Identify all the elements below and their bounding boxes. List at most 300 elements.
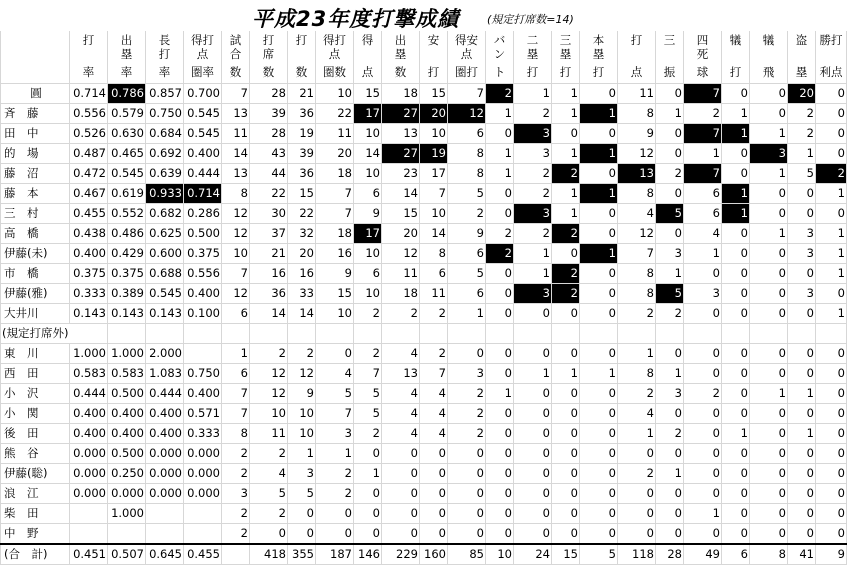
stat-cell: 1 [354,464,382,484]
stat-cell: 0 [656,84,684,104]
empty-cell [580,324,618,344]
stat-cell: 12 [222,204,250,224]
stat-cell: 1 [656,364,684,384]
stat-cell: 2 [618,304,656,324]
stat-cell: 0 [288,524,316,545]
player-name: 浪 江 [1,484,70,504]
player-name: 柴 田 [1,504,70,524]
stat-cell: 1 [656,104,684,124]
empty-cell [750,324,788,344]
stat-cell: 0.786 [108,84,146,104]
stat-cell: 0 [816,384,847,404]
stat-cell: 0 [750,464,788,484]
stat-cell: 2 [354,304,382,324]
stat-cell: 10 [288,424,316,444]
stat-cell: 0 [750,304,788,324]
column-header-top: 二 塁 [514,31,552,61]
stat-cell: 0.500 [184,224,222,244]
stat-cell: 0.143 [108,304,146,324]
stat-cell: 12 [448,104,486,124]
stat-cell: 0 [448,504,486,524]
stat-cell: 28 [656,544,684,565]
stat-cell: 0 [250,524,288,545]
stat-cell: 3 [514,204,552,224]
stat-cell: 0 [486,464,514,484]
stat-cell: 0 [486,404,514,424]
stat-cell: 0 [420,484,448,504]
stat-cell: 0 [552,424,580,444]
stat-cell: 17 [420,164,448,184]
stat-cell: 1 [618,424,656,444]
stat-cell: 3 [316,424,354,444]
stat-cell: 7 [420,184,448,204]
stat-cell: 7 [448,84,486,104]
stat-cell: 24 [514,544,552,565]
stat-cell: 9 [354,204,382,224]
stat-cell: 0 [722,284,750,304]
stat-cell: 0.429 [108,244,146,264]
empty-cell [288,324,316,344]
stat-cell: 0.526 [70,124,108,144]
stat-cell: 0 [722,84,750,104]
stat-cell: 1 [514,364,552,384]
stat-cell: 14 [382,184,420,204]
stat-cell: 0 [750,104,788,124]
stat-cell: 0.143 [70,304,108,324]
stat-cell: 1 [552,204,580,224]
stat-cell: 0.375 [108,264,146,284]
stat-cell: 8 [618,184,656,204]
player-name: 西 田 [1,364,70,384]
stat-cell: 9 [288,384,316,404]
stat-cell: 1 [514,244,552,264]
stat-cell: 0 [448,444,486,464]
stat-cell: 10 [288,404,316,424]
stat-cell: 187 [316,544,354,565]
column-header-bottom: 数 [250,61,288,84]
batting-stats-table [0,31,847,565]
stat-cell: 11 [618,84,656,104]
stat-cell: 0 [486,284,514,304]
stat-cell: 0 [750,84,788,104]
player-name: 斉 藤 [1,104,70,124]
stat-cell: 2 [656,164,684,184]
stat-cell: 1 [684,244,722,264]
stat-cell: 1 [552,104,580,124]
column-header-bottom: 率 [146,61,184,84]
stat-cell: 0.451 [70,544,108,565]
stat-cell: 2 [420,344,448,364]
column-header-bottom: 圏打 [448,61,486,84]
stat-cell: 0.143 [146,304,184,324]
column-header-top: 犠 [750,31,788,61]
stat-cell: 0 [382,504,420,524]
stat-cell: 15 [316,284,354,304]
stat-cell: 7 [618,244,656,264]
non-qualified-player-row [1,504,847,524]
stat-cell: 0 [486,264,514,284]
stat-cell: 0.000 [184,464,222,484]
stat-cell: 14 [420,224,448,244]
stat-cell: 0 [722,344,750,364]
stat-cell: 16 [250,264,288,284]
stat-cell: 0 [514,304,552,324]
stat-cell [70,524,108,545]
stat-cell: 0.375 [184,244,222,264]
stat-cell: 0.400 [184,144,222,164]
stat-cell: 10 [420,124,448,144]
stat-cell: 49 [684,544,722,565]
stat-cell: 0 [486,304,514,324]
stat-cell: 0.000 [70,484,108,504]
stat-cell: 0.579 [108,104,146,124]
stat-cell: 1 [552,184,580,204]
stat-cell: 0 [552,504,580,524]
stat-cell: 2 [316,484,354,504]
stat-cell: 3 [788,284,816,304]
stat-cell: 27 [382,104,420,124]
stat-cell: 10 [316,304,354,324]
stat-cell: 0.500 [108,384,146,404]
stat-cell: 1 [552,144,580,164]
stat-cell: 2 [486,244,514,264]
qualified-player-row [1,84,847,104]
column-header-top: 打 [618,31,656,61]
stat-cell: 18 [316,164,354,184]
column-header-bottom: ト [486,61,514,84]
non-qualified-player-row [1,404,847,424]
stat-cell: 17 [354,104,382,124]
stat-cell: 6 [448,284,486,304]
qualified-player-row [1,104,847,124]
column-header-top: 得打 点 [316,31,354,61]
stat-cell: 13 [222,104,250,124]
stat-cell: 20 [288,244,316,264]
stat-cell: 36 [250,284,288,304]
stat-cell: 0 [486,484,514,504]
stat-cell: 0 [722,384,750,404]
stat-cell: 1 [750,124,788,144]
stat-cell: 0 [788,344,816,364]
stat-cell: 0 [816,464,847,484]
stat-cell: 3 [750,144,788,164]
column-header-bottom: 打 [514,61,552,84]
stat-cell: 11 [382,264,420,284]
stat-cell: 3 [514,124,552,144]
column-header-top: 打 席 [250,31,288,61]
column-header-top: 三 塁 [552,31,580,61]
stat-cell: 0.375 [70,264,108,284]
column-header-top: バ ン [486,31,514,61]
player-name: 伊藤(未) [1,244,70,264]
stat-cell: 13 [382,124,420,144]
stat-cell: 10 [354,244,382,264]
stat-cell: 0.438 [70,224,108,244]
stat-cell: 0 [684,464,722,484]
stat-cell: 0 [580,524,618,545]
stat-cell: 12 [250,364,288,384]
stat-cell: 0 [816,204,847,224]
stat-cell: 3 [788,224,816,244]
stat-cell: 0 [722,364,750,384]
non-qualified-player-row [1,424,847,444]
stat-cell: 9 [618,124,656,144]
stat-cell: 0.545 [108,164,146,184]
stat-cell: 10 [486,544,514,565]
stat-cell: 0.400 [146,424,184,444]
stat-cell: 0 [486,444,514,464]
stat-cell: 4 [618,404,656,424]
stat-cell: 0 [354,504,382,524]
stat-cell: 0 [816,104,847,124]
stat-cell: 0 [486,204,514,224]
stat-cell: 0.444 [70,384,108,404]
stat-cell: 0 [448,344,486,364]
stat-cell: 32 [288,224,316,244]
stat-cell: 0.692 [146,144,184,164]
stat-cell: 1.000 [108,504,146,524]
stat-cell: 0 [816,344,847,364]
page-subtitle: (規定打席数=14) [487,13,574,26]
stat-cell: 9 [448,224,486,244]
stat-cell: 0.933 [146,184,184,204]
stat-cell: 2 [354,344,382,364]
stat-cell: 0 [816,124,847,144]
stat-cell: 2 [656,304,684,324]
stat-cell: 0.750 [146,104,184,124]
stat-cell: 1 [722,184,750,204]
stat-cell: 2 [618,464,656,484]
column-header-bottom: 率 [70,61,108,84]
stat-cell: 0 [580,84,618,104]
stat-cell: 0.000 [184,484,222,504]
stat-cell: 0.714 [70,84,108,104]
stat-cell: 5 [250,484,288,504]
stat-cell: 1.000 [108,344,146,364]
stat-cell: 2 [222,464,250,484]
stat-cell: 0 [514,344,552,364]
stat-cell: 2 [514,224,552,244]
stat-cell: 0 [750,524,788,545]
stat-cell: 37 [250,224,288,244]
stat-cell: 0.000 [146,444,184,464]
non-qualified-player-row [1,524,847,545]
stat-cell: 0 [684,264,722,284]
non-qualified-player-row [1,384,847,404]
stat-cell: 8 [420,244,448,264]
stat-cell: 11 [250,424,288,444]
qualified-player-row [1,264,847,284]
stat-cell: 0.455 [184,544,222,565]
stat-cell: 0 [656,344,684,364]
stat-cell: 0 [420,444,448,464]
column-header-top: 出 塁 [382,31,420,61]
stat-cell: 10 [354,164,382,184]
stat-cell: 6 [684,184,722,204]
stat-cell: 21 [250,244,288,264]
stat-cell: 10 [250,404,288,424]
stat-cell: 0 [580,344,618,364]
stat-cell: 1 [580,244,618,264]
empty-cell [448,324,486,344]
stat-cell: 18 [382,84,420,104]
stat-cell: 2 [514,184,552,204]
stat-cell: 1 [580,364,618,384]
stat-cell: 0 [382,484,420,504]
empty-cell [552,324,580,344]
stat-cell: 0 [486,424,514,444]
stat-cell: 8 [618,284,656,304]
stat-cell: 5 [316,384,354,404]
stat-cell: 28 [250,124,288,144]
stat-cell: 2 [222,524,250,545]
stat-cell: 0 [618,504,656,524]
stat-cell: 1 [656,464,684,484]
column-header-top: 得 [354,31,382,61]
stat-cell: 28 [250,84,288,104]
column-header-top: 本 塁 [580,31,618,61]
stat-cell: 0.100 [184,304,222,324]
stat-cell: 2 [288,344,316,364]
stat-cell: 1 [750,164,788,184]
stat-cell: 0.400 [70,244,108,264]
stat-cell: 1 [684,504,722,524]
stat-cell: 30 [250,204,288,224]
stat-cell: 0 [448,484,486,504]
stat-cell: 1 [580,144,618,164]
stat-cell: 6 [448,124,486,144]
stat-cell: 11 [222,124,250,144]
stat-cell: 0 [486,344,514,364]
player-name: 圓 [1,84,70,104]
player-name: 三 村 [1,204,70,224]
stat-cell: 0.507 [108,544,146,565]
empty-cell [684,324,722,344]
stat-cell: 0 [722,524,750,545]
stat-cell: 8 [750,544,788,565]
stat-cell: 0 [552,344,580,364]
stat-cell: 5 [656,204,684,224]
stat-cell: 36 [288,104,316,124]
stat-cell: 0 [722,404,750,424]
stat-cell: 2.000 [146,344,184,364]
stat-cell: 0 [750,244,788,264]
stat-cell: 0 [722,144,750,164]
stat-cell: 0.619 [108,184,146,204]
qualified-player-row [1,164,847,184]
stat-cell: 0 [580,464,618,484]
stat-cell: 0.600 [146,244,184,264]
stat-cell: 8 [618,104,656,124]
stat-cell: 11 [420,284,448,304]
stat-cell: 0.625 [146,224,184,244]
stat-cell: 15 [420,84,448,104]
column-header-top: 勝打 [816,31,847,61]
non-qualified-player-row [1,484,847,504]
stat-cell: 12 [288,364,316,384]
stat-cell: 0 [750,184,788,204]
stat-cell: 2 [816,164,847,184]
stat-cell: 2 [354,424,382,444]
column-header-bottom: 球 [684,61,722,84]
stat-cell: 22 [288,204,316,224]
stat-cell: 0.552 [108,204,146,224]
empty-cell [486,324,514,344]
stat-cell: 1 [788,384,816,404]
stat-cell: 4 [382,404,420,424]
stat-cell: 14 [250,304,288,324]
stat-cell: 0 [552,484,580,504]
stat-cell: 0 [486,124,514,144]
stat-cell: 2 [250,344,288,364]
stat-cell: 0 [684,344,722,364]
stat-cell: 0.545 [184,124,222,144]
stat-cell: 12 [618,144,656,164]
stat-cell: 0 [816,484,847,504]
stat-cell: 22 [250,184,288,204]
stat-cell: 0 [816,504,847,524]
stat-cell: 7 [684,124,722,144]
stat-cell: 0 [788,304,816,324]
non-qualified-player-row [1,464,847,484]
empty-cell [316,324,354,344]
stat-cell: 1.000 [70,344,108,364]
stat-cell: 0 [382,464,420,484]
empty-cell [788,324,816,344]
stat-cell: 7 [316,404,354,424]
stat-cell: 20 [382,224,420,244]
stat-cell: 0 [816,284,847,304]
stat-cell: 36 [288,164,316,184]
empty-cell [722,324,750,344]
stat-cell: 0.556 [70,104,108,124]
stat-cell: 0 [788,484,816,504]
stat-cell: 0 [656,524,684,545]
column-header-top: 四 死 [684,31,722,61]
player-name: 熊 谷 [1,444,70,464]
stat-cell: 0 [514,484,552,504]
stat-cell: 15 [354,84,382,104]
stat-cell: 3 [514,144,552,164]
stat-cell: 1 [552,364,580,384]
empty-cell [816,324,847,344]
stat-cell: 85 [448,544,486,565]
stat-cell: 20 [316,144,354,164]
stat-cell: 0.400 [108,404,146,424]
column-header-top [1,31,70,61]
stat-cell: 0 [750,404,788,424]
column-header-top: 試 合 [222,31,250,61]
stat-cell: 0 [656,224,684,244]
stat-cell: 0 [656,484,684,504]
empty-cell [108,324,146,344]
stat-cell: 2 [420,304,448,324]
stat-cell: 0.700 [184,84,222,104]
stat-cell: 5 [656,284,684,304]
stat-cell: 7 [684,84,722,104]
stat-cell: 0 [382,444,420,464]
stat-cell: 22 [316,104,354,124]
stat-cell: 0.486 [108,224,146,244]
non-qualified-player-row [1,444,847,464]
stat-cell: 12 [222,224,250,244]
stat-cell: 1 [222,344,250,364]
stat-cell: 0 [580,444,618,464]
non-qualified-player-row [1,344,847,364]
stat-cell: 14 [288,304,316,324]
player-name: 後 田 [1,424,70,444]
stat-cell: 13 [222,164,250,184]
